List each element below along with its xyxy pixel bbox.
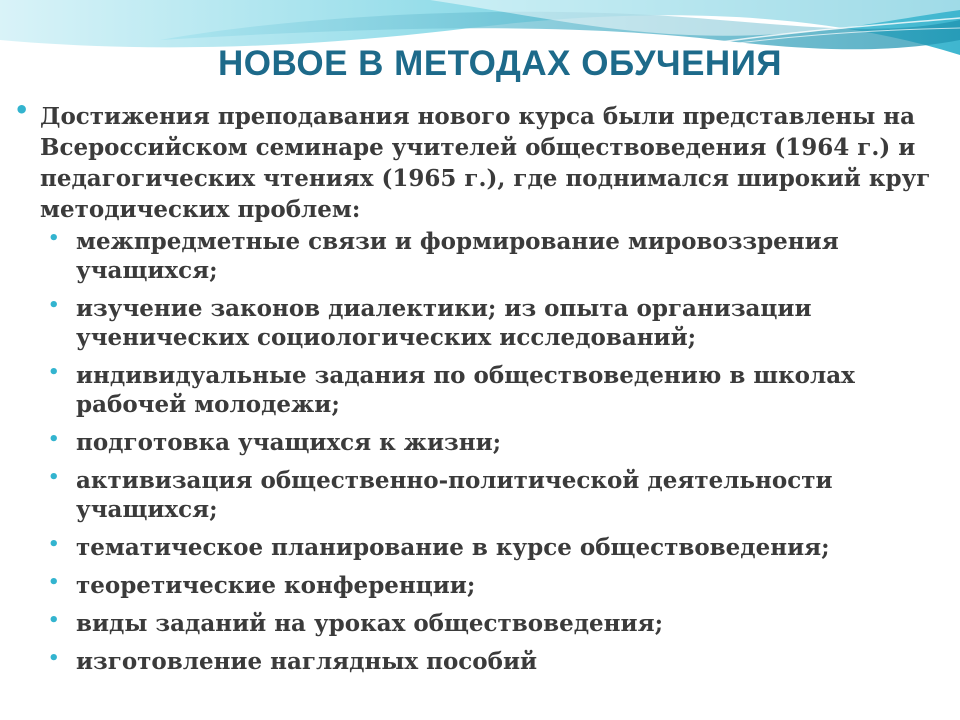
bullet-dot-icon: •: [48, 648, 60, 669]
bullet-dot-icon: •: [48, 534, 60, 555]
bullet-dot-icon: •: [48, 228, 60, 249]
list-item: [14, 647, 944, 676]
list-item: [14, 361, 944, 419]
list-item: [14, 571, 944, 600]
list-item-text: изготовление наглядных пособий: [76, 648, 538, 675]
list-item: [14, 294, 944, 352]
list-item-text: изучение законов диалектики; из опыта организации ученических социологических исследований;: [76, 295, 812, 351]
list-item-text: подготовка учащихся к жизни;: [76, 429, 502, 456]
bullet-dot-icon: •: [48, 295, 60, 316]
bullet-dot-icon: •: [48, 362, 60, 383]
bullet-dot-icon: •: [48, 467, 60, 488]
slide-content: [14, 96, 944, 685]
list-item-text: межпредметные связи и формирование мировоззрения учащихся;: [76, 228, 839, 284]
list-item-text: теоретические конференции;: [76, 572, 476, 599]
bullet-dot-icon: •: [48, 610, 60, 631]
list-item: [14, 466, 944, 524]
list-item-text: индивидуальные задания по обществоведению в школах рабочей молодежи;: [76, 362, 855, 418]
list-item-text: активизация общественно-политической деятельности учащихся;: [76, 467, 833, 523]
bullet-dot-icon: •: [14, 96, 30, 124]
list-item: [14, 227, 944, 285]
list-item: [14, 428, 944, 457]
bullet-dot-icon: •: [48, 429, 60, 450]
slide-title: НОВОЕ В МЕТОДАХ ОБУЧЕНИЯ: [217, 44, 783, 83]
sub-bullet-list: [14, 227, 944, 676]
list-item: [14, 533, 944, 562]
intro-paragraph: [14, 96, 944, 225]
intro-text: Достижения преподавания нового курса были представлены на Всероссийском семинаре учителей обществоведения (1964 г.) и педагогических чтениях (1965 г.), где поднимался широкий круг методических проблем:: [40, 103, 931, 223]
list-item: [14, 609, 944, 638]
list-item-text: виды заданий на уроках обществоведения;: [76, 610, 664, 637]
list-item-text: тематическое планирование в курсе обществоведения;: [76, 534, 830, 561]
bullet-dot-icon: •: [48, 572, 60, 593]
